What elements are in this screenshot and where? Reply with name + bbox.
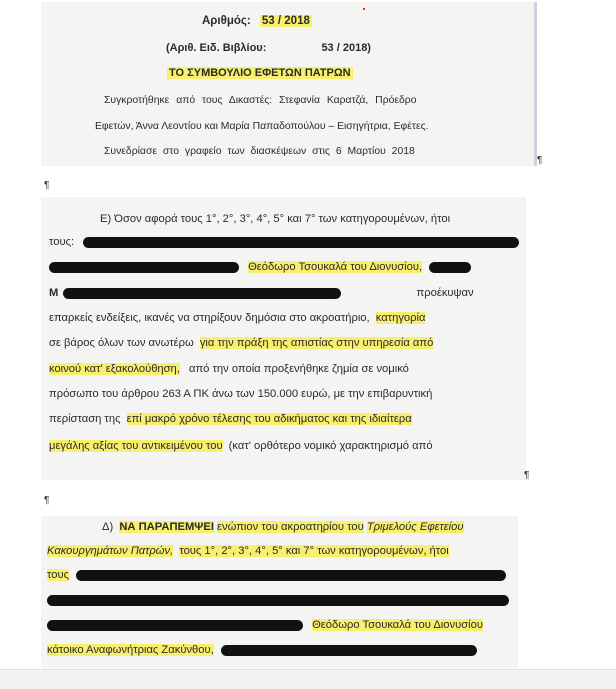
defendant-name: Θεόδωρο Τσουκαλά του Διονυσίου, [248,261,423,273]
section-e-line-1: Ε) Όσον αφορά τους 1°, 2°, 3°, 4°, 5° και 7° των κατηγορουμένων, ήτοι [100,213,451,225]
defendant-residence: κάτοικο Αναφωνήτριας Ζακύνθου, [47,644,214,656]
section-e-line-3 [49,261,471,273]
redaction-bar [221,645,477,656]
highlight-continuation: κοινού κατ' εξακολούθηση, [49,363,180,375]
section-e-line-5 [49,312,425,324]
section-d-line-2-text: τους 1°, 2°, 3°, 4°, 5° και 7° των κατηγορουμένων, ήτοι [179,545,449,557]
section-d-line-1 [102,521,464,533]
redaction-bar [76,570,506,581]
section-d-line-1-text: ενώπιον του ακροατηρίου του [217,521,364,533]
redaction-bar [47,595,509,606]
highlight-offence: για την πράξη της απιστίας στην υπηρεσία από [199,337,434,349]
section-e-line-6-text: σε βάρος όλων των ανωτέρω [49,337,194,349]
section-d-line-5 [47,619,483,631]
redaction-bar [83,237,519,248]
section-e-line-2 [49,236,519,248]
section-d-scan [41,516,518,668]
highlight-charge: κατηγορία [375,312,426,324]
highlight-referral: ΝΑ ΠΑΡΑΠΕΜΨΕΙ [119,521,214,533]
section-e-line-5-text: επαρκείς ενδείξεις, ικανές να στηρίξουν δημόσια στο ακροατήριο, [49,312,370,324]
section-d-marker: Δ) [102,521,114,533]
section-d-tous: τους [47,569,69,581]
section-d-line-2 [47,545,449,557]
redaction-bar [47,620,303,631]
section-e-tous: τους: [49,236,75,248]
court-name-italic: Τριμελούς Εφετείου [366,521,464,533]
pilcrow-2: ¶ [44,180,50,191]
redaction-bar [63,288,341,299]
case-number-row [202,15,312,27]
section-d-line-4 [47,594,509,606]
pilcrow-4: ¶ [44,495,50,506]
section-e-line-4-end: προέκυψαν [416,287,474,299]
section-e-line-10-text: (κατ' ορθότερο νομικό χαρακτηρισμό από [228,440,433,452]
session-line: Συνεδρίασε στο γραφείο των διασκέψεων στις 6 Μαρτίου 2018 [104,146,415,157]
pilcrow-3: ¶ [524,470,530,481]
section-e-line-7 [49,363,409,375]
composition-line-1: Συγκροτήθηκε από τους Δικαστές: Στεφανία Καρατζά, Πρόεδρο [104,95,417,106]
book-ref-row [166,42,371,54]
case-number-value: 53 / 2018 [261,15,310,27]
section-e-scan [41,197,526,480]
section-e-line-8: πρόσωπο του άρθρου 263 Α ΠΚ άνω των 150.000 ευρώ, με την επιβαρυντική [49,388,433,400]
highlight-value: μεγάλης αξίας του αντικειμένου του [49,440,223,452]
case-number-label: Αριθμός: [202,15,251,27]
redacted-initial: Μ [49,287,59,299]
section-e-line-9-text: περίσταση της [49,413,121,425]
section-e-line-9 [49,413,412,425]
highlight-duration: επί μακρό χρόνο τέλεσης του αδικήματος και της ιδιαίτερα [126,413,412,425]
court-title: ΤΟ ΣΥΜΒΟΥΛΙΟ ΕΦΕΤΩΝ ΠΑΤΡΩΝ [169,67,351,79]
book-ref-value: 53 / 2018) [321,42,371,54]
document-header-scan [41,2,537,166]
section-e-line-4 [49,287,474,299]
court-name-italic-2: Κακουργημάτων Πατρών, [47,545,174,557]
section-e-line-7-text: από την οποία προξενήθηκε ζημία σε νομικό [188,363,409,375]
book-ref-label: (Αριθ. Ειδ. Βιβλίου: [166,42,267,54]
redaction-bar [49,262,239,273]
defendant-name-2: Θεόδωρο Τσουκαλά του Διονυσίου [312,619,483,631]
section-d-line-3 [47,569,506,581]
section-d-line-6 [47,644,477,656]
redaction-bar [429,262,471,273]
bottom-panel [0,669,616,689]
scan-speck [363,8,365,10]
pilcrow-1: ¶ [537,155,543,166]
section-e-line-10 [49,440,433,452]
composition-line-2: Εφετών, Άννα Λεοντίου και Μαρία Παπαδοπούλου – Εισηγήτρια, Εφέτες. [95,121,429,132]
section-e-line-6 [49,337,433,349]
